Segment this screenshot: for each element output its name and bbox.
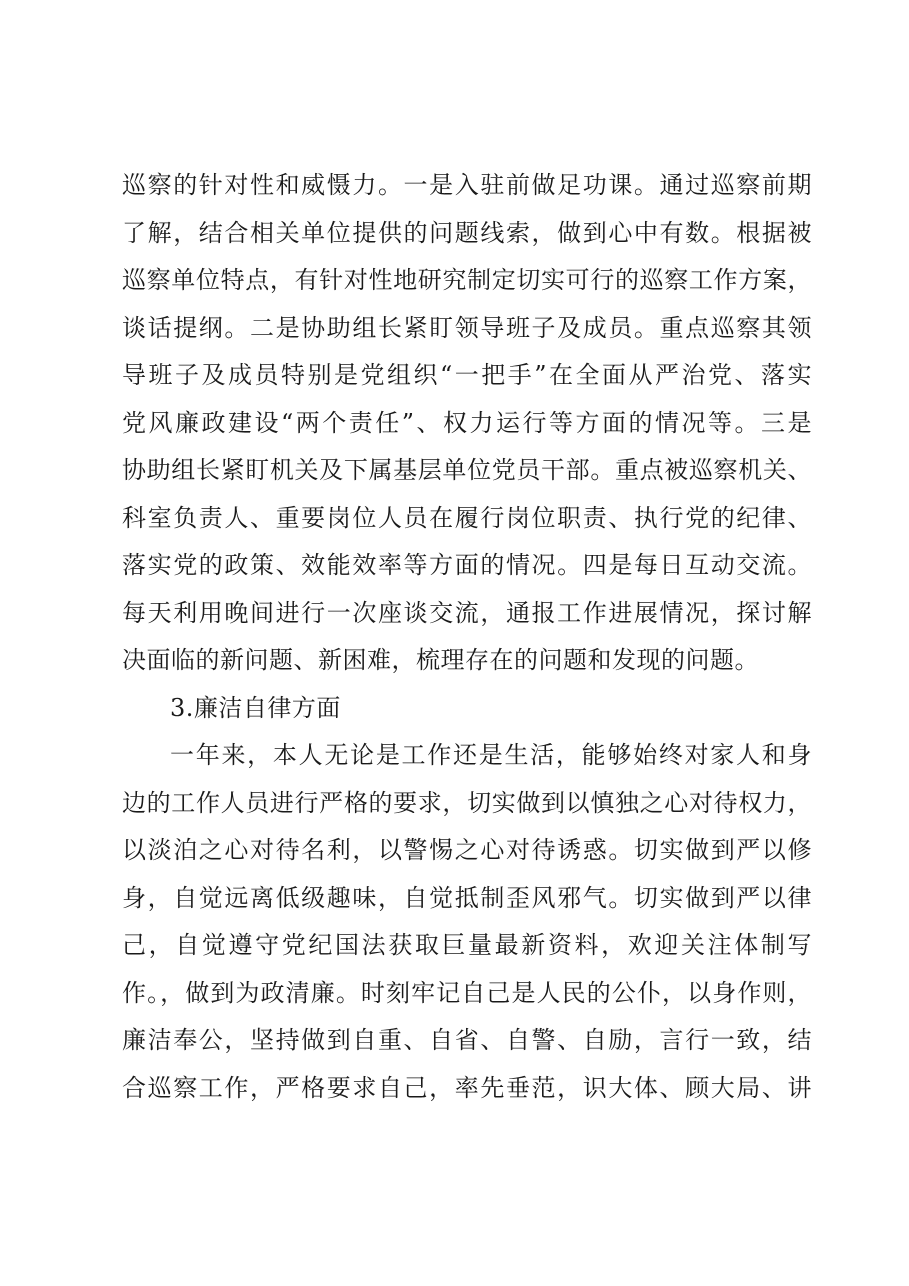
paragraph-line: 己，自觉遵守党纪国法获取巨量最新资料，欢迎关注体制写: [122, 931, 812, 959]
paragraph-line: 边的工作人员进行严格的要求，切实做到以慎独之心对待权力，: [122, 788, 812, 817]
paragraph-line: 身，自觉远离低级趣味，自觉抵制歪风邪气。切实做到严以律: [122, 883, 812, 912]
paragraph-line: 巡察的针对性和威慑力。一是入驻前做足功课。通过巡察前期: [122, 171, 812, 199]
paragraph-line: 落实党的政策、效能效率等方面的情况。四是每日互动交流。: [122, 551, 812, 579]
paragraph-line: 协助组长紧盯机关及下属基层单位党员干部。重点被巡察机关、: [122, 456, 812, 484]
paragraph-line: 廉洁奉公，坚持做到自重、自省、自警、自励，言行一致，结: [122, 1026, 812, 1054]
paragraph-line: 了解，结合相关单位提供的问题线索，做到心中有数。根据被: [122, 218, 812, 247]
paragraph-line: 每天利用晚间进行一次座谈交流，通报工作进展情况，探讨解: [122, 598, 812, 627]
paragraph-line: 科室负责人、重要岗位人员在履行岗位职责、执行党的纪律、: [122, 503, 812, 532]
paragraph-line: 党风廉政建设“两个责任”、权力运行等方面的情况等。三是: [122, 408, 812, 437]
paragraph-line: 合巡察工作，严格要求自己，率先垂范，识大体、顾大局、讲: [122, 1073, 812, 1102]
paragraph-line: 谈话提纲。二是协助组长紧盯领导班子及成员。重点巡察其领: [122, 313, 812, 342]
paragraph-line: 决面临的新问题、新困难，梳理存在的问题和发现的问题。: [122, 646, 759, 674]
paragraph-line: 一年来，本人无论是工作还是生活，能够始终对家人和身: [170, 741, 812, 769]
paragraph-line: 巡察单位特点，有针对性地研究制定切实可行的巡察工作方案，: [122, 266, 812, 294]
paragraph-line: 导班子及成员特别是党组织“一把手”在全面从严治党、落实: [122, 361, 812, 389]
section-heading: 3.廉洁自律方面: [170, 693, 341, 722]
paragraph-line: 作。，做到为政清廉。时刻牢记自己是人民的公仆，以身作则，: [122, 978, 812, 1007]
document-body: [122, 162, 812, 1112]
paragraph-line: 以淡泊之心对待名利，以警惕之心对待诱惑。切实做到严以修: [122, 836, 812, 864]
